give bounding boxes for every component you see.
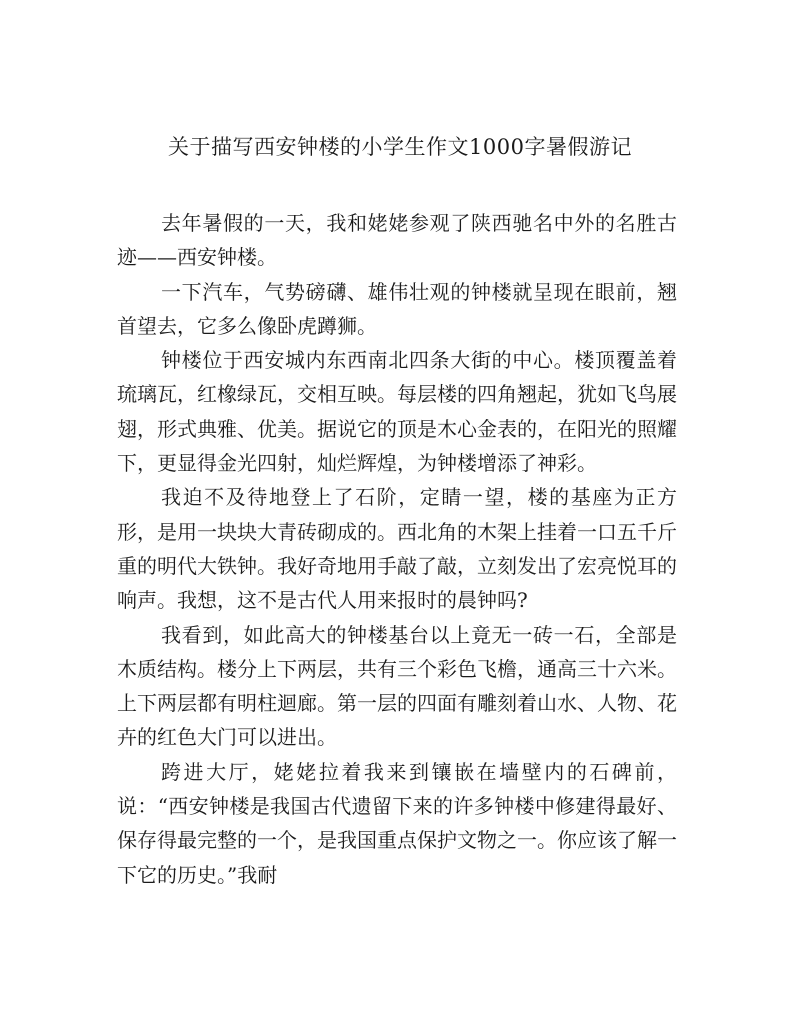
paragraph: 去年暑假的一天，我和姥姥参观了陕西驰名中外的名胜古迹——西安钟楼。 <box>117 211 677 270</box>
paragraph: 我看到，如此高大的钟楼基台以上竟无一砖一石，全部是木质结构。楼分上下两层，共有三个彩色飞檐，通高三十六米。上下两层都有明柱迴廊。第一层的四面有雕刻着山水、人物、花卉的红色大门可以进出。 <box>117 622 677 750</box>
document-body <box>117 206 677 892</box>
paragraph: 一下汽车，气势磅礴、雄伟壮观的钟楼就呈现在眼前，翘首望去，它多么像卧虎蹲狮。 <box>117 279 677 338</box>
paragraph: 我迫不及待地登上了石阶，定睛一望，楼的基座为正方形，是用一块块大青砖砌成的。西北角的木架上挂着一口五千斤重的明代大铁钟。我好奇地用手敲了敲，立刻发出了宏亮悦耳的响声。我想，这不是古代人用来报时的晨钟吗? <box>117 485 677 613</box>
paragraph: 钟楼位于西安城内东西南北四条大街的中心。楼顶覆盖着琉璃瓦，红橡绿瓦，交相互映。每层楼的四角翘起，犹如飞鸟展翅，形式典雅、优美。据说它的顶是木心金表的，在阳光的照耀下，更显得金光四射，灿烂辉煌，为钟楼增添了神彩。 <box>117 348 677 476</box>
document-title: 关于描写西安钟楼的小学生作文1000字暑假游记 <box>168 135 632 159</box>
paragraph: 跨进大厅，姥姥拉着我来到镶嵌在墙壁内的石碑前，说：“西安钟楼是我国古代遗留下来的许多钟楼中修建得最好、保存得最完整的一个，是我国重点保护文物之一。你应该了解一下它的历史。”我耐 <box>117 759 677 887</box>
